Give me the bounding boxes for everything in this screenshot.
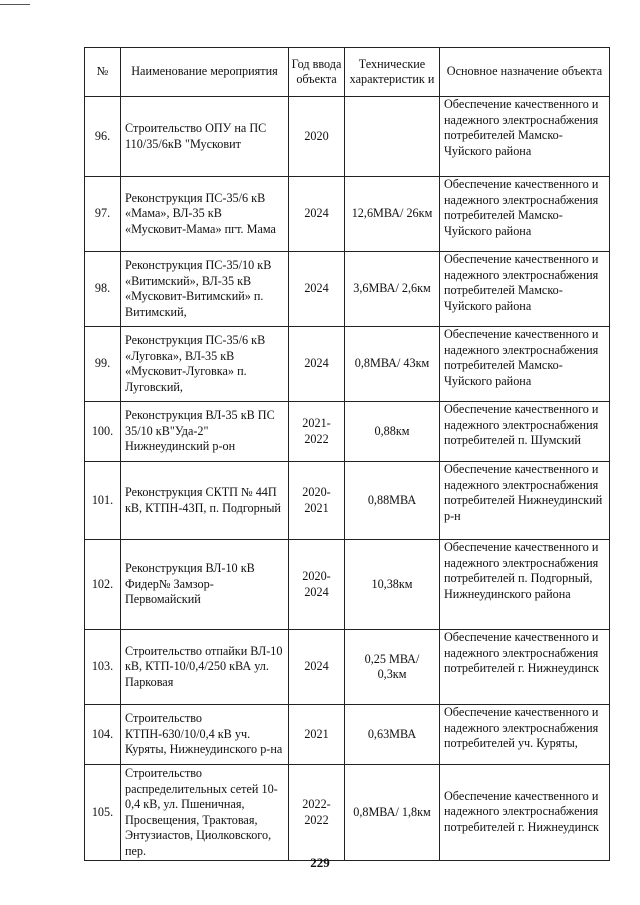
- row-year: 2020: [289, 97, 345, 177]
- row-tech: 3,6МВА/ 2,6км: [345, 252, 440, 327]
- row-number: 101.: [85, 462, 121, 540]
- header-number: №: [85, 48, 121, 97]
- row-name: Реконструкция СКТП № 44П кВ, КТПН-43П, п. Подгорный: [121, 462, 289, 540]
- row-number: 102.: [85, 540, 121, 630]
- table-row: [85, 630, 610, 705]
- row-purpose: Обеспечение качественного и надежного электроснабжения потребителей п. Подгорный, Нижнеудинского района: [440, 540, 610, 630]
- row-tech: 10,38км: [345, 540, 440, 630]
- row-year: 2022-2022: [289, 765, 345, 861]
- row-name: Строительство отпайки ВЛ-10 кВ, КТП-10/0,4/250 кВА ул. Парковая: [121, 630, 289, 705]
- row-year: 2024: [289, 252, 345, 327]
- row-tech: 0,88км: [345, 402, 440, 462]
- row-purpose: Обеспечение качественного и надежного электроснабжения потребителей уч. Куряты,: [440, 705, 610, 765]
- table-row: [85, 462, 610, 540]
- row-tech: 0,88МВА: [345, 462, 440, 540]
- row-name: Реконструкция ПС-35/6 кВ «Луговка», ВЛ-35 кВ «Мусковит-Луговка» п. Луговский,: [121, 327, 289, 402]
- header-tech: Технические характеристик и: [345, 48, 440, 97]
- row-number: 103.: [85, 630, 121, 705]
- row-purpose: Обеспечение качественного и надежного электроснабжения потребителей г. Нижнеудинск: [440, 630, 610, 705]
- row-year: 2020-2024: [289, 540, 345, 630]
- row-year: 2020-2021: [289, 462, 345, 540]
- row-tech: 0,8МВА/ 43км: [345, 327, 440, 402]
- row-year: 2021: [289, 705, 345, 765]
- row-purpose: Обеспечение качественного и надежного электроснабжения потребителей Мамско-Чуйского района: [440, 252, 610, 327]
- row-number: 100.: [85, 402, 121, 462]
- row-name: Реконструкция ПС-35/10 кВ «Витимский», ВЛ-35 кВ «Мусковит-Витимский» п. Витимский,: [121, 252, 289, 327]
- row-tech: [345, 97, 440, 177]
- table-row: [85, 327, 610, 402]
- row-year: 2024: [289, 177, 345, 252]
- row-number: 104.: [85, 705, 121, 765]
- table-row: [85, 252, 610, 327]
- table-body: [85, 97, 610, 861]
- row-number: 105.: [85, 765, 121, 861]
- row-tech: 12,6МВА/ 26км: [345, 177, 440, 252]
- scan-edge-mark: [0, 4, 30, 5]
- row-year: 2024: [289, 630, 345, 705]
- row-number: 98.: [85, 252, 121, 327]
- row-name: Строительство КТПН-630/10/0,4 кВ уч. Куряты, Нижнеудинского р-на: [121, 705, 289, 765]
- row-number: 99.: [85, 327, 121, 402]
- table-header: [85, 48, 610, 97]
- row-name: Строительство ОПУ на ПС 110/35/6кВ "Мусковит: [121, 97, 289, 177]
- table-row: [85, 177, 610, 252]
- row-tech: 0,8МВА/ 1,8км: [345, 765, 440, 861]
- header-purpose: Основное назначение объекта: [440, 48, 610, 97]
- row-name: Реконструкция ВЛ-10 кВ Фидер№ Замзор-Первомайский: [121, 540, 289, 630]
- row-tech: 0,63МВА: [345, 705, 440, 765]
- row-purpose: Обеспечение качественного и надежного электроснабжения потребителей п. Шумский: [440, 402, 610, 462]
- header-year: Год ввода объекта: [289, 48, 345, 97]
- row-purpose: Обеспечение качественного и надежного электроснабжения потребителей Мамско-Чуйского района: [440, 177, 610, 252]
- row-purpose: Обеспечение качественного и надежного электроснабжения потребителей Нижнеудинский р-н: [440, 462, 610, 540]
- row-purpose: Обеспечение качественного и надежного электроснабжения потребителей г. Нижнеудинск: [440, 765, 610, 861]
- row-purpose: Обеспечение качественного и надежного электроснабжения потребителей Мамско-Чуйского района: [440, 97, 610, 177]
- row-tech: 0,25 МВА/ 0,3км: [345, 630, 440, 705]
- measures-table: [84, 47, 610, 861]
- table-row: [85, 540, 610, 630]
- row-purpose: Обеспечение качественного и надежного электроснабжения потребителей Мамско-Чуйского района: [440, 327, 610, 402]
- table-row: [85, 402, 610, 462]
- row-year: 2021-2022: [289, 402, 345, 462]
- page-number: 229: [310, 855, 330, 870]
- header-name: Наименование мероприятия: [121, 48, 289, 97]
- row-name: Строительство распределительных сетей 10-0,4 кВ, ул. Пшеничная, Просвещения, Трактовая, Энтузиастов, Циолковского, пер.: [121, 765, 289, 861]
- row-number: 97.: [85, 177, 121, 252]
- table-row: [85, 765, 610, 861]
- row-name: Реконструкция ПС-35/6 кВ «Мама», ВЛ-35 кВ «Мусковит-Мама» пгт. Мама: [121, 177, 289, 252]
- row-name: Реконструкция ВЛ-35 кВ ПС 35/10 кВ"Уда-2" Нижнеудинский р-он: [121, 402, 289, 462]
- table-row: [85, 705, 610, 765]
- table-row: [85, 97, 610, 177]
- row-number: 96.: [85, 97, 121, 177]
- row-year: 2024: [289, 327, 345, 402]
